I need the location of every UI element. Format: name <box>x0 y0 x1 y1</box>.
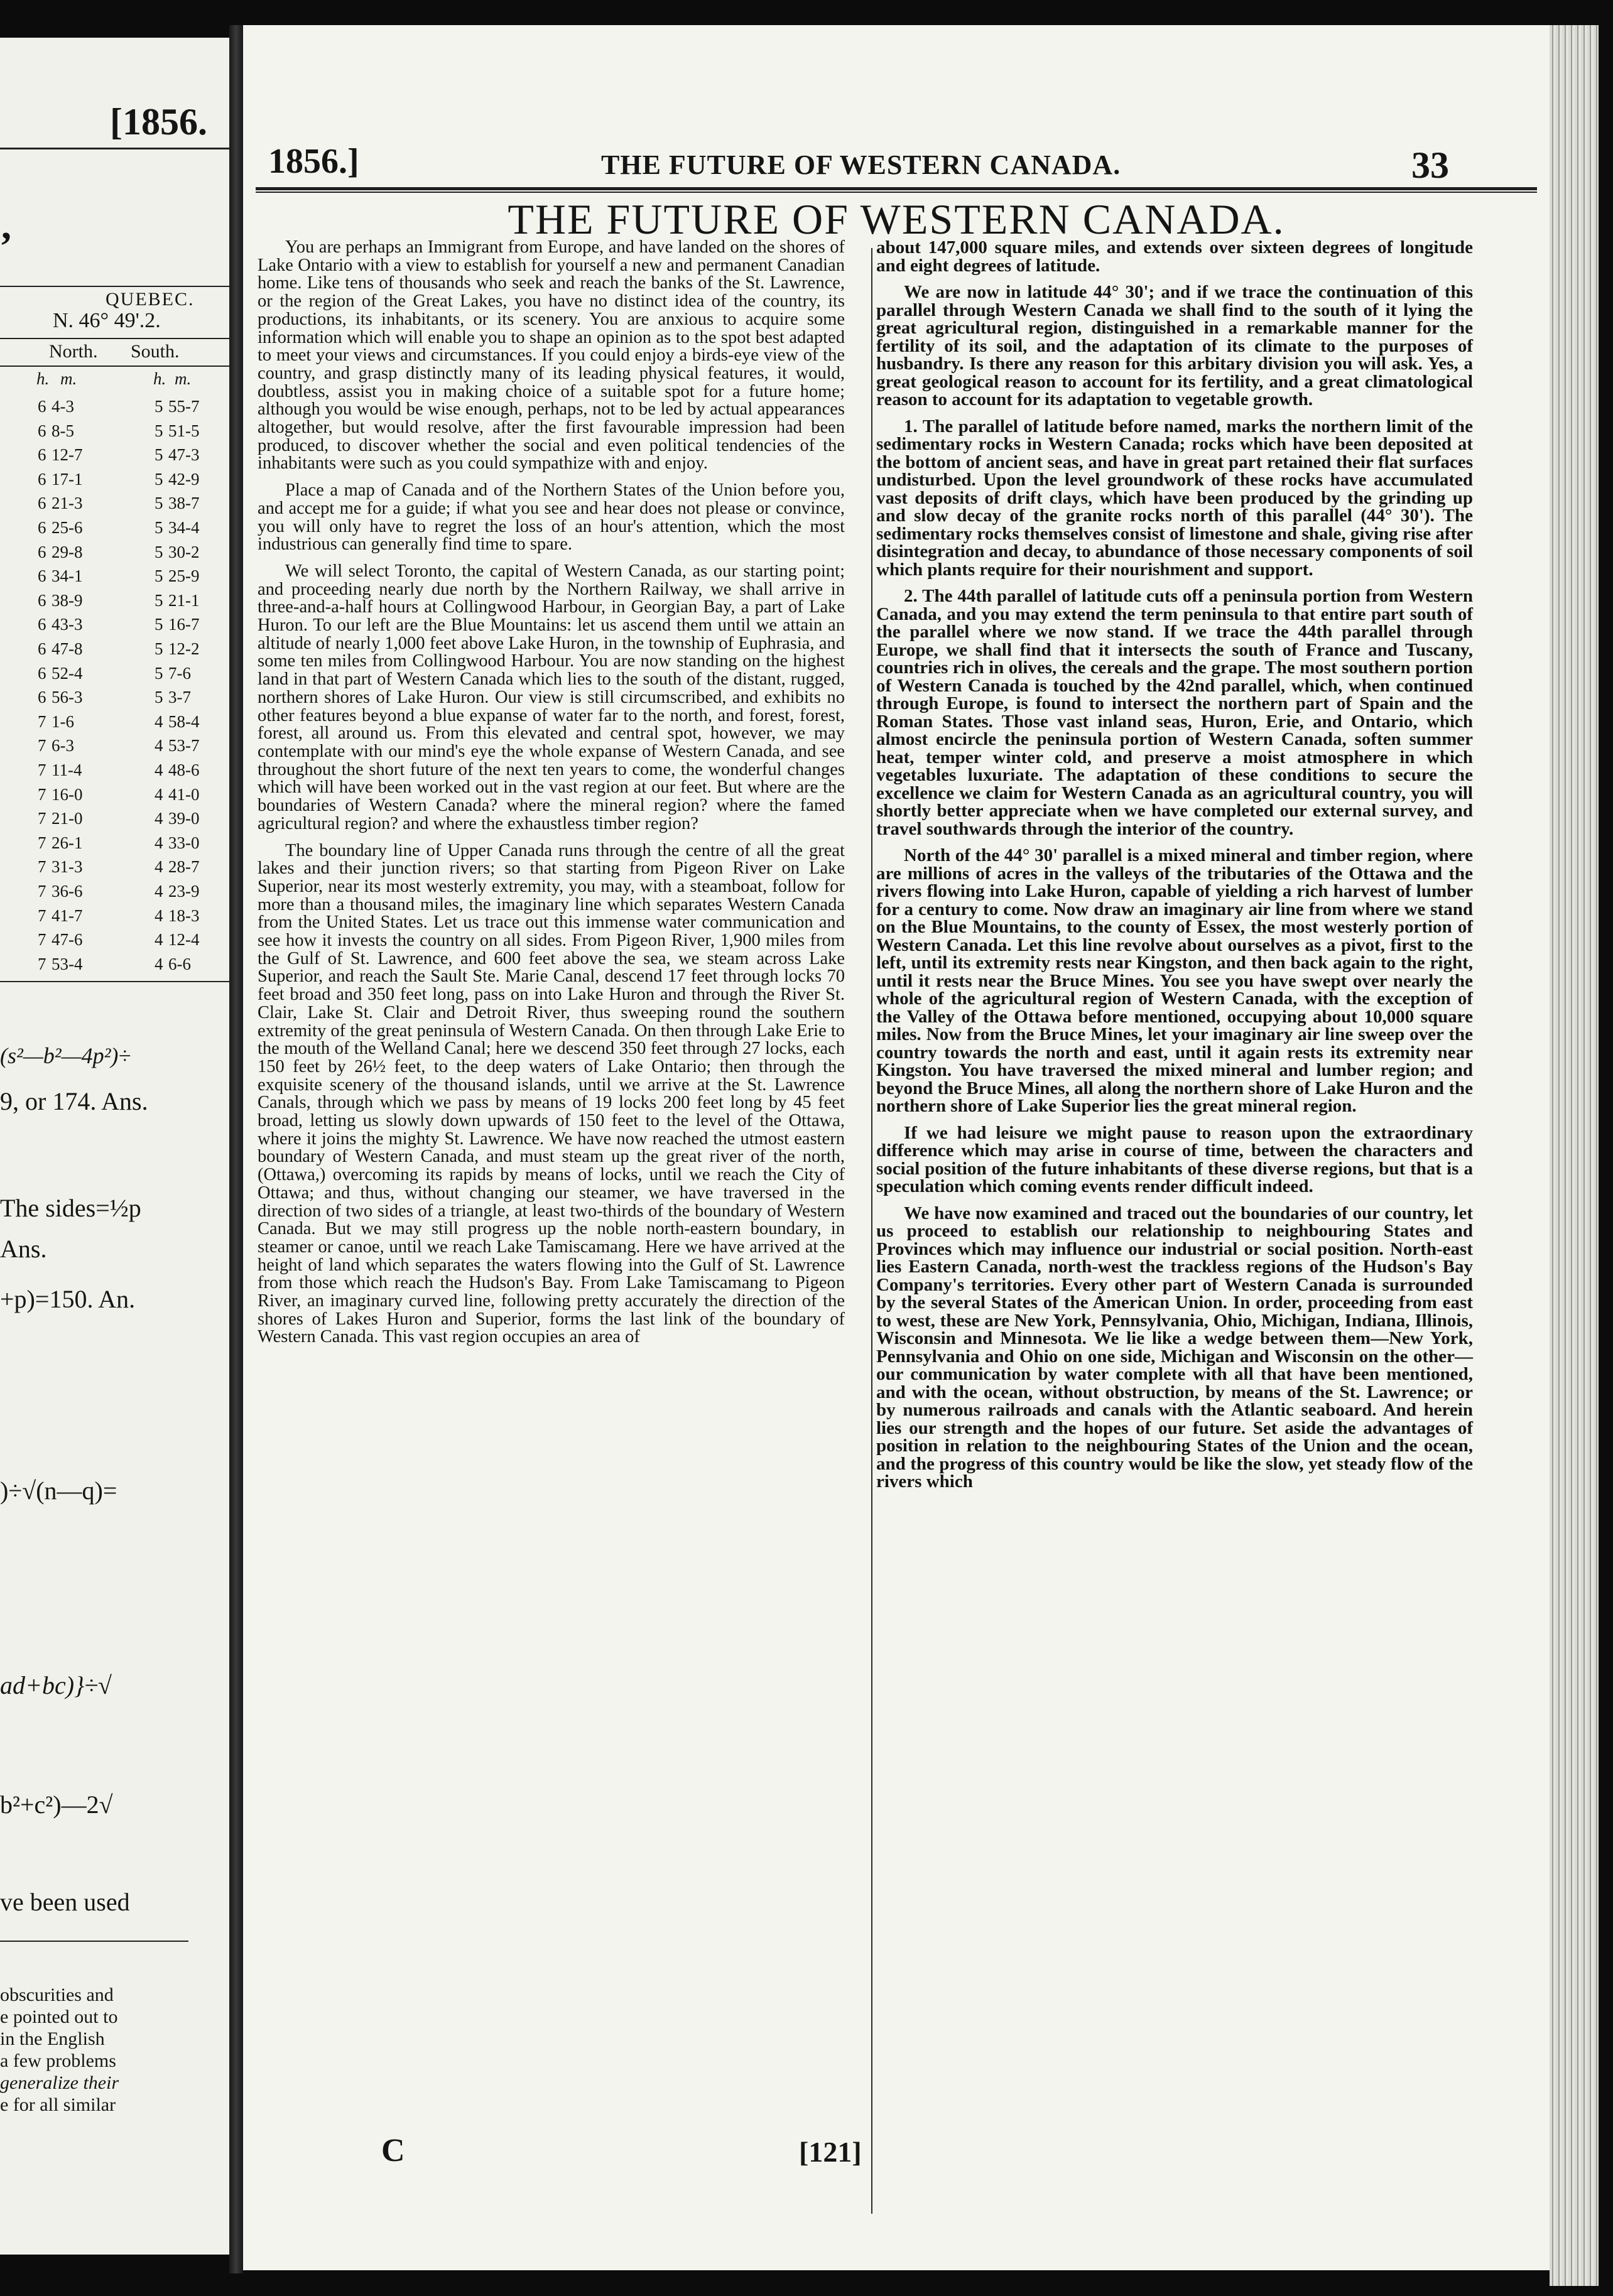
note-fragment-3: in the English <box>0 2028 105 2049</box>
article-paragraph: The boundary line of Upper Canada runs through the centre of all the great lakes and their junction rivers; so that starting from Pigeon River on Lake Superior, near its most westerly extremity, you may, with a steamboat, follow for more than a thousand miles, the imaginary line which separates Western Canada from the United States. Let us trace out this immense water communication and see how it invests the country on all sides. From Pigeon River, 1,900 miles from the Gulf of St. Lawrence, and 600 feet above the sea, we steam across Lake Superior, and reach the Sault Ste. Marie Canal, descend 17 feet through locks 70 feet broad and 350 feet long, pass on into Lake Huron and through the River St. Clair, Lake St. Clair and Detroit River, thus sweeping round the southern extremity of the great peninsula of Western Canada. On then through Lake Erie to the mouth of the Welland Canal; here we descend 350 feet through 27 locks, each 150 feet by 26½ feet, to the deep waters of Lake Ontario; then through the exquisite scenery of the thousand islands, until we arrive at the St. Lawrence Canals, through which we pass by means of 19 locks 200 feet long by 45 feet broad, letting us slowly down upwards of 150 feet to the level of the Ottawa, where it joins the mighty St. Lawrence. We have now reached the utmost eastern boundary of Western Canada, and must steam up the great river of the north, (Ottawa,) overcoming its rapids by means of locks, until we reach the City of Ottawa; and thus, without changing our steamer, we have traversed in the direction of two sides of a triangle, at least two-thirds of the boundary of Western Canada. But we may still progress up the noble north-eastern boundary, in steamer or canoe, until we reach Lake Tamiscamang. Here we have arrived at the height of land which separates the waters flowing into the Gulf of St. Lawrence from those which reach the Hudson's Bay. From Lake Tamiscamang to Pigeon River, an imaginary curved line, following pretty accurately the direction of the shores of Lakes Huron and Superior, forms the last link of the boundary of Western Canada. This vast region occupies an area of <box>258 840 845 1347</box>
note-fragment-5: generalize their <box>0 2072 119 2093</box>
table-cell: 5 <box>155 494 163 513</box>
table-cell: 7 <box>38 784 46 804</box>
table-cell: 4 <box>155 930 163 950</box>
left-page-year: [1856. <box>110 101 207 143</box>
table-cell: 53-4 <box>52 954 83 973</box>
table-cell: 53-7 <box>168 736 200 755</box>
table-cell: 7 <box>38 809 46 828</box>
table-cell: 41-7 <box>52 906 83 925</box>
table-cell: 3-7 <box>168 688 191 707</box>
math-fragment-4: Ans. <box>0 1235 47 1263</box>
table-cell: 28-7 <box>168 857 200 877</box>
article-paragraph: We will select Toronto, the capital of Western Canada, as our starting point; and proceeding nearly due north by the Northern Railway, we shall arrive in three-and-a-half hours at Collingwood Harbour, in Georgian Bay, a part of Lake Huron. To our left are the Blue Mountains: let us ascend them until we attain an altitude of nearly 1,000 feet above Lake Huron, in the township of Euphrasia, and some ten miles from Collingwood Harbour. You are now standing on the highest land in that part of Western Canada which lies to the south of the distant, rugged, northern shores of Lake Huron. Our view is still circumscribed, and exhibits no other features beyond a blue expanse of water far to the north, and forest, forest, forest, all around us. From this elevated and central spot, however, we may contemplate with our mind's eye the whole expanse of Western Canada, and see throughout the short future of the next ten years to come, the wonderful changes which will have been worked out in the vast region at our feet. But where are the boundaries of Western Canada? where the mineral region? where the famed agricultural region? and where the exhaustless timber region? <box>258 561 845 833</box>
table-cell: 5 <box>155 688 163 707</box>
table-cell: 7 <box>38 833 46 852</box>
note-fragment-1: obscurities and <box>0 1985 114 2005</box>
table-cell: 29-8 <box>52 542 83 561</box>
note-fragment-2: e pointed out to <box>0 2006 118 2027</box>
table-cell: 7 <box>38 906 46 925</box>
table-cell: 26-1 <box>52 833 83 852</box>
footer-number: [121] <box>799 2136 862 2168</box>
table-cell: 7 <box>38 712 46 731</box>
book-gutter <box>229 25 243 2273</box>
table-cell: 5 <box>155 639 163 658</box>
note-fragment-6: e for all similar <box>0 2094 116 2115</box>
running-head-title: THE FUTURE OF WESTERN CANADA. <box>601 149 1121 180</box>
table-sub-rule <box>0 366 229 367</box>
table-cell: 18-3 <box>168 906 200 925</box>
math-fragment-2: 9, or 174. Ans. <box>0 1087 148 1115</box>
table-cell: 6 <box>38 639 46 658</box>
article-paragraph: about 147,000 square miles, and extends over sixteen degrees of longitude and eight degrees of latitude. <box>876 237 1473 276</box>
table-cell: 47-6 <box>52 930 83 950</box>
table-unit-m-1: m. <box>60 369 77 388</box>
table-cell: 7 <box>38 736 46 755</box>
left-page-head-rule <box>0 148 229 149</box>
table-cell: 30-2 <box>168 542 200 561</box>
right-page <box>243 25 1550 2270</box>
math-fragment-3: The sides=½p <box>0 1194 141 1222</box>
article-paragraph: 1. The parallel of latitude before named, marks the northern limit of the sedimentary rocks in Western Canada; rocks which have been deposited at the bottom of ancient seas, and have in great part retained their flat surfaces undisturbed. Upon the level groundwork of these rocks have accumulated vast deposits of drift clays, which have been produced by the grinding up and slow decay of the granite rocks north of this parallel (44° 30'). The sedimentary rocks themselves consist of limestone and shale, giving rise after disintegration and decay, to abundance of those necessary components of soil which plants require for their nourishment and support. <box>876 416 1473 580</box>
table-cell: 51-5 <box>168 421 200 440</box>
table-cell: 6 <box>38 469 46 489</box>
table-cell: 48-6 <box>168 761 200 779</box>
table-cell: 5 <box>155 663 163 683</box>
table-cell: 1-6 <box>52 712 74 731</box>
table-latitude: N. 46° 49'.2. <box>53 309 161 332</box>
table-cell: 4 <box>155 882 163 901</box>
table-cell: 23-9 <box>168 882 200 901</box>
table-cell: 56-3 <box>52 688 83 707</box>
article-paragraph: Place a map of Canada and of the Northern States of the Union before you, and accept me for a guide; if what you see and hear does not please or convince, you will only have to regret the loss of an hour's attention, which the most industrious can generally find time to spare. <box>258 480 845 555</box>
table-cell: 42-9 <box>168 469 200 489</box>
table-top-rule <box>0 286 229 287</box>
page-edges <box>1550 25 1599 2286</box>
table-cell: 6 <box>38 663 46 683</box>
table-cell: 5 <box>155 445 163 465</box>
table-cell: 4 <box>155 954 163 973</box>
table-place: QUEBEC. <box>106 289 195 310</box>
note-fragment-4: a few problems <box>0 2050 116 2071</box>
table-cell: 6 <box>38 688 46 707</box>
table-cell: 7 <box>38 761 46 779</box>
table-cell: 4-3 <box>52 397 74 416</box>
article-paragraph: We are now in latitude 44° 30'; and if we trace the continuation of this parallel through Western Canada we shall find to the south of it lying the great agricultural region, distinguished in a remarkable manner for the fertility of its soil, and the adaptation of its climate to the purposes of husbandry. Is there any reason for this arbitary division you will ask. Yes, a great geological reason to account for its fertility, and a great climatological reason to account for its adaptation to vegetable growth. <box>876 282 1473 409</box>
table-cell: 4 <box>155 906 163 925</box>
article-paragraph: If we had leisure we might pause to reason upon the extraordinary difference which may arise in course of time, between the characters and social position of the future inhabitants of these diverse regions, but that is a speculation which coming events render difficult indeed. <box>876 1122 1473 1196</box>
article-title: THE FUTURE OF WESTERN CANADA. <box>508 195 1285 243</box>
table-cell: 5 <box>155 615 163 634</box>
article-paragraph: 2. The 44th parallel of latitude cuts off a peninsula portion from Western Canada, and you may extend the term peninsula to that entire part south of the parallel where we now stand. If we trace the 44th parallel through Europe, we shall find that it intersects the south of France and Tuscany, countries rich in olives, the cereals and the grape. The most southern portion of Western Canada is touched by the 42nd parallel, which, when continued through Europe, is found to intersect the northern part of Spain and the Roman States. Those vast inland seas, Huron, Erie, and Ontario, which almost encircle the peninsula portion of Western Canada, soften summer heat, temper winter cold, and preserve a moist atmosphere in which vegetables luxuriate. The adaptation of these conditions to secure the excellence we claim for Western Canada as an agricultural country, you will shortly better appreciate when we have completed our external survey, and travel southwards through the interior of the country. <box>876 586 1473 839</box>
table-cell: 5 <box>155 469 163 489</box>
table-cell: 58-4 <box>168 712 200 731</box>
math-fragment-9: ve been used <box>0 1888 130 1916</box>
table-cell: 7-6 <box>168 663 191 683</box>
table-cell: 43-3 <box>52 615 83 634</box>
table-mid-rule <box>0 338 229 339</box>
table-cell: 6 <box>38 590 46 610</box>
footnote-rule <box>0 1941 188 1942</box>
table-cell: 16-7 <box>168 615 200 634</box>
table-unit-h-2: h. <box>153 369 166 388</box>
table-cell: 6 <box>38 445 46 465</box>
table-cell: 31-3 <box>52 857 83 877</box>
table-cell: 7 <box>38 857 46 877</box>
table-col-north: North. <box>49 341 98 362</box>
table-cell: 36-6 <box>52 882 83 901</box>
math-fragment-1: (s²—b²—4p²)÷ <box>0 1043 131 1068</box>
table-cell: 47-8 <box>52 639 83 658</box>
table-cell: 4 <box>155 784 163 804</box>
table-cell: 41-0 <box>168 784 200 804</box>
table-cell: 38-9 <box>52 590 83 610</box>
table-cell: 16-0 <box>52 784 83 804</box>
table-cell: 34-1 <box>52 566 83 586</box>
table-cell: 6 <box>38 397 46 416</box>
table-cell: 12-4 <box>168 930 200 950</box>
table-bottom-rule <box>0 981 229 982</box>
article-paragraph: North of the 44° 30' parallel is a mixed mineral and timber region, where are millions of acres in the valleys of the tributaries of the Ottawa and the rivers flowing into Lake Huron, capable of yielding a rich harvest of lumber for a century to come. Now draw an imaginary air line from where we stand on the Blue Mountains, to the county of Essex, the most westerly portion of Western Canada. Let this line revolve about ourselves as a pivot, first to the left, until its extremity rests near Kingston, and then back again to the right, until it rests near the Bruce Mines. You see you have swept over nearly the whole of the agricultural region of Western Canada, with the exception of the Valley of the Ottawa before mentioned, occupying about 10,000 square miles. Now from the Bruce Mines, let your imaginary air line sweep over the country towards the north and east, until it again rests its extremity near Kingston. You have traversed the mixed mineral and lumber region; and beyond the Bruce Mines, all along the northern shore of Lake Huron and the northern shore of Lake Superior lies the great mineral region. <box>876 845 1473 1116</box>
table-cell: 11-4 <box>52 761 82 779</box>
table-cell: 4 <box>155 761 163 779</box>
table-cell: 6 <box>38 494 46 513</box>
math-fragment-8: b²+c²)—2√ <box>0 1790 113 1819</box>
running-head <box>243 135 1550 185</box>
table-cell: 21-0 <box>52 809 83 828</box>
table-cell: 5 <box>155 421 163 440</box>
table-cell: 6 <box>38 542 46 561</box>
table-cell: 6 <box>38 518 46 537</box>
table-cell: 4 <box>155 857 163 877</box>
table-unit-m-2: m. <box>175 369 192 388</box>
table-cell: 6 <box>38 421 46 440</box>
math-fragment-5: +p)=150. An. <box>0 1285 136 1313</box>
table-unit-h-1: h. <box>36 369 50 388</box>
table-cell: 47-3 <box>168 445 200 465</box>
table-cell: 7 <box>38 954 46 973</box>
head-rule <box>256 187 1537 190</box>
table-col-south: South. <box>131 341 180 362</box>
table-cell: 7 <box>38 882 46 901</box>
table-cell: 5 <box>155 590 163 610</box>
table-cell: 4 <box>155 712 163 731</box>
table-cell: 5 <box>155 518 163 537</box>
table-cell: 4 <box>155 833 163 852</box>
running-head-year: 1856.] <box>268 142 359 181</box>
table-cell: 25-6 <box>52 518 83 537</box>
math-fragment-7: ad+bc)}÷√ <box>0 1671 112 1699</box>
table-cell: 12-2 <box>168 639 200 658</box>
table-cell: 6-6 <box>168 954 191 973</box>
signature-mark: C <box>381 2133 405 2169</box>
table-cell: 21-3 <box>52 494 83 513</box>
column-rule <box>871 248 872 2214</box>
table-cell: 34-4 <box>168 518 200 537</box>
math-fragment-6: )÷√(n—q)= <box>0 1476 117 1505</box>
table-cell: 21-1 <box>168 590 200 610</box>
table-cell: 6 <box>38 615 46 634</box>
left-page-fragment <box>0 38 229 2255</box>
table-cell: 6-3 <box>52 736 74 755</box>
article-column-left <box>258 239 845 1346</box>
table-cell: 7 <box>38 930 46 950</box>
left-page-comma: , <box>1 203 11 247</box>
table-cell: 5 <box>155 397 163 416</box>
table-cell: 6 <box>38 566 46 586</box>
page-number: 33 <box>1411 144 1449 186</box>
table-cell: 39-0 <box>168 809 200 828</box>
table-cell: 55-7 <box>168 397 200 416</box>
table-cell: 25-9 <box>168 566 200 586</box>
table-cell: 5 <box>155 542 163 561</box>
table-cell: 52-4 <box>52 663 83 683</box>
table-cell: 8-5 <box>52 421 74 440</box>
article-column-right <box>876 239 1473 1491</box>
table-cell: 33-0 <box>168 833 200 852</box>
table-cell: 12-7 <box>52 445 83 465</box>
table-cell: 5 <box>155 566 163 586</box>
table-cell: 4 <box>155 809 163 828</box>
article-paragraph: You are perhaps an Immigrant from Europe, and have landed on the shores of Lake Ontario with a view to establish for yourself a new and permanent Canadian home. Like tens of thousands who seek and reach the banks of the St. Lawrence, or the region of the Great Lakes, you have no distinct idea of the country, its productions, its inhabitants, or its scenery. You are anxious to acquire some information which will enable you to shape an opinion as to the spot best adapted to meet your views and circumstances. If you could enjoy a birds-eye view of the country, and grasp distinctly many of its leading physical features, it would, doubtless, assist you in making choice of a suitable spot for a future home; although you would be wise enough, perhaps, not to be led by actual appearances altogether, but would resolve, after the first favourable impression had been produced, to discover whether the social and even political tendencies of the inhabitants were such as you could sympathize with and enjoy. <box>258 237 845 474</box>
table-cell: 4 <box>155 736 163 755</box>
head-rule-thin <box>256 192 1537 193</box>
article-paragraph: We have now examined and traced out the boundaries of our country, let us proceed to establish our relationship to neighbouring States and Provinces which may influence our industrial or social position. North-east lies Eastern Canada, north-west the trackless regions of the Hudson's Bay Company's territories. Every other part of Western Canada is surrounded by the several States of the American Union. In order, proceeding from east to west, these are New York, Pennsylvania, Ohio, Michigan, Indiana, Illinois, Wisconsin and Minnesota. We lie like a wedge between them—New York, Pennsylvania and Ohio on one side, Michigan and Wisconsin on the other—our communication by water complete with all that have been mentioned, and with the ocean, without obstruction, by means of the St. Lawrence; or by numerous railroads and canals with the Atlantic seaboard. And herein lies our strength and the hopes of our future. Set aside the advantages of position in relation to the neighbouring States of the Union and the ocean, and the progress of this country would be like the slow, yet steady flow of the rivers which <box>876 1203 1473 1492</box>
table-cell: 38-7 <box>168 494 200 513</box>
table-cell: 17-1 <box>52 469 83 489</box>
